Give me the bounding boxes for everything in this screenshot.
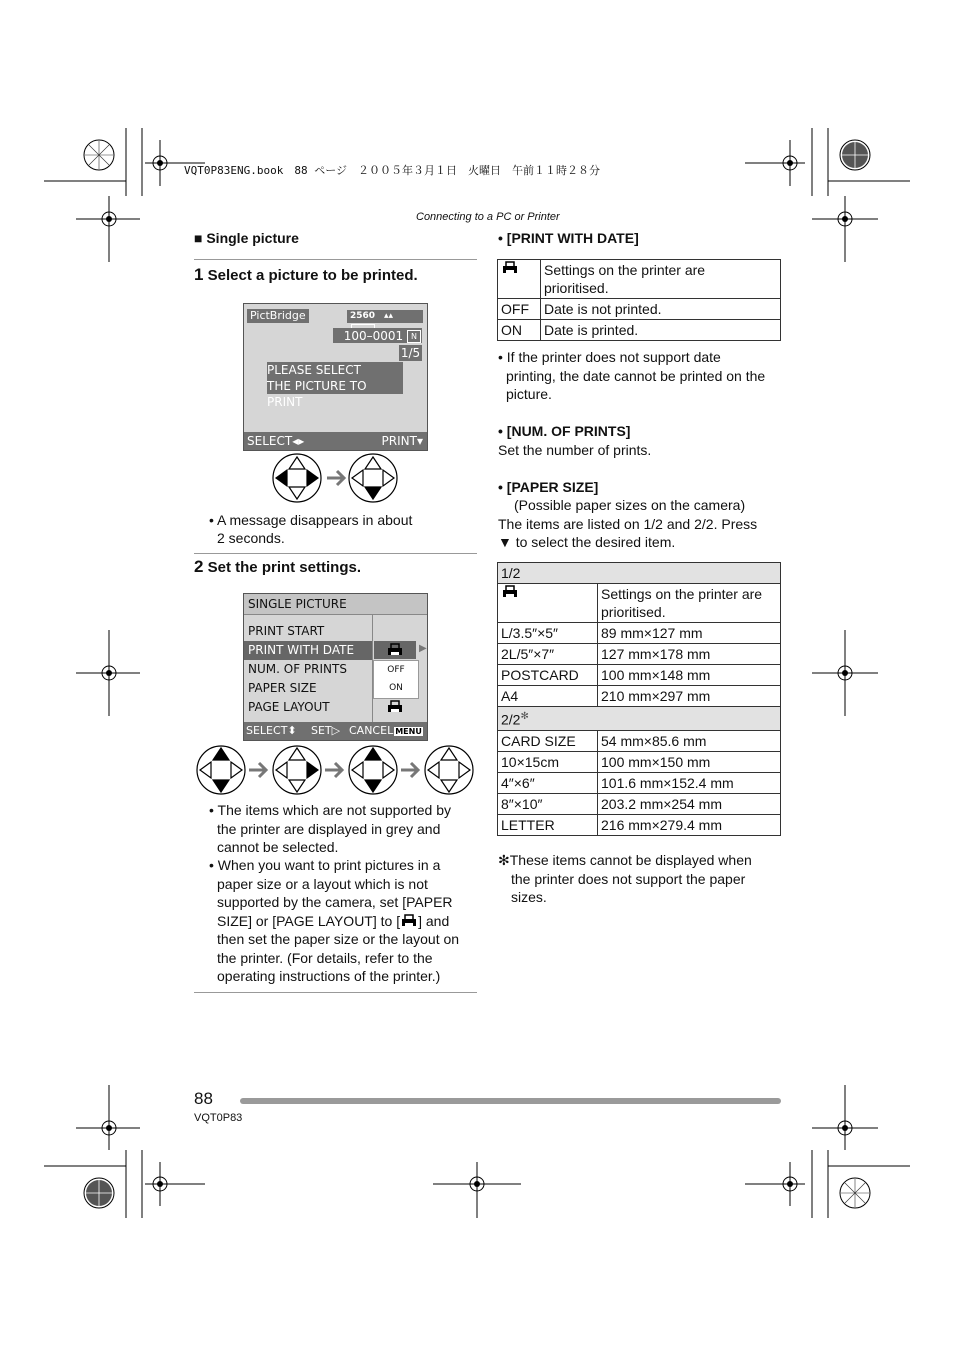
down-arrow-icon: ▾ (416, 434, 423, 448)
table-row: 10×15cm 100 mm×150 mm (498, 751, 781, 772)
screen2-title: SINGLE PICTURE (244, 594, 427, 615)
table-row: OFF Date is not printed. (498, 299, 781, 320)
printer-icon (400, 914, 418, 928)
select-message: PLEASE SELECT THE PICTURE TO PRINT (267, 362, 403, 394)
dpad-left-right-icon (273, 454, 321, 502)
right-arrow-icon: ▷ (331, 724, 341, 737)
asterisk-mark: ✻ (520, 711, 529, 722)
dpad-right-icon (425, 746, 473, 794)
footnote-paper-sizes: ✻These items cannot be displayed when the printer does not support the paper sizes. (498, 852, 752, 905)
note-unsupported-paper: • When you want to print pictures in a paper size or a layout which is not supported by the camera, set [PAPER SIZE] or [PAGE LAYOUT] to [ ] and then set the paper size or the layout on the printer. (For details, refer to the operating instructions of the printer.) (209, 857, 460, 984)
note-message-disappears: • A message disappears in about 2 seconds. (209, 512, 413, 546)
resolution-value: 2560 (350, 311, 376, 321)
pictbridge-label: PictBridge (247, 309, 309, 323)
dpad-up-down-icon (349, 746, 397, 794)
up-down-icon: ⬍ (287, 724, 297, 737)
set-hint: SET (311, 724, 332, 737)
step1 (194, 265, 418, 285)
section-title: Connecting to a PC or Printer (416, 211, 560, 223)
table-row: L/3.5″×5″ 89 mm×127 mm (498, 623, 781, 644)
paper-size-heading: • [PAPER SIZE] (498, 479, 599, 495)
note-date-unsupported: • If the printer does not support date printing, the date cannot be printed on the picture. (498, 349, 766, 402)
dpad-right-icon (273, 746, 321, 794)
page-number: 88 (194, 1089, 213, 1108)
quality-icon: ▴▴ (383, 311, 393, 321)
num-of-prints-heading: • [NUM. OF PRINTS] (498, 423, 631, 439)
divider (194, 553, 477, 554)
step2 (194, 557, 361, 577)
num-of-prints-text: Set the number of prints. (498, 442, 652, 458)
file-number: 100–0001 N (333, 328, 422, 343)
settings-menu (244, 622, 372, 717)
printer-icon (386, 643, 404, 657)
printer-icon (501, 585, 519, 599)
table-row: Settings on the printer are prioritised. (498, 584, 781, 623)
table-row: 8″×10″ 203.2 mm×254 mm (498, 793, 781, 814)
left-right-icon: ◂▸ (292, 434, 305, 448)
menu-icon: MENU (395, 727, 422, 736)
table-row: ON Date is printed. (498, 320, 781, 341)
paper-size-description: (Possible paper sizes on the camera) The items are listed on 1/2 and 2/2. Press ▼ to select the desired item. (498, 497, 758, 550)
print-with-date-heading: • [PRINT WITH DATE] (498, 230, 639, 246)
divider (194, 259, 477, 260)
cancel-hint: CANCEL (349, 724, 394, 737)
table-row: 2L/5″×7″ 127 mm×178 mm (498, 644, 781, 665)
print-hint: PRINT▾ (381, 434, 423, 448)
dpad-sequence-2 (195, 743, 477, 797)
resolution-badge (347, 310, 423, 323)
printer-icon (386, 700, 404, 714)
option-on[interactable]: ON (389, 683, 403, 693)
table-row: 4″×6″ 101.6 mm×152.4 mm (498, 772, 781, 793)
step2-number: 2 (194, 557, 204, 576)
menu-print-start[interactable]: PRINT START (248, 624, 325, 638)
printer-icon (501, 261, 519, 275)
arrow-right-icon (325, 763, 342, 777)
file-header-line: VQT0P83ENG.book 88 ページ ２００５年３月１日 火曜日 午前１１時２８分 (184, 164, 600, 177)
screen1-footer (244, 432, 427, 450)
arrow-right-icon (327, 471, 344, 485)
arrow-right-icon (249, 763, 266, 777)
table-row: CARD SIZE 54 mm×85.6 mm (498, 730, 781, 751)
step1-number: 1 (194, 265, 204, 284)
dpad-up-down-icon (197, 746, 245, 794)
option-off[interactable]: OFF (387, 665, 405, 675)
table-row: POSTCARD 100 mm×148 mm (498, 665, 781, 686)
screen2-footer (244, 722, 427, 740)
camera-screen-print-settings (243, 593, 428, 741)
select-hint: SELECT (246, 724, 288, 737)
footer-bar (240, 1098, 781, 1104)
select-hint: SELECT◂▸ (247, 434, 305, 448)
table-page-row: 2/2✻ (498, 707, 781, 731)
scroll-right-icon: ▶ (419, 643, 427, 654)
table-row: Settings on the printer are prioritised. (498, 260, 781, 299)
picture-count: 1/5 (400, 346, 421, 360)
menu-num-of-prints[interactable]: NUM. OF PRINTS (248, 662, 347, 676)
step1-text: Select a picture to be printed. (207, 267, 418, 284)
menu-print-with-date[interactable]: PRINT WITH DATE (244, 641, 372, 660)
divider (194, 992, 477, 993)
table-row: LETTER 216 mm×279.4 mm (498, 814, 781, 835)
menu-paper-size[interactable]: PAPER SIZE (248, 681, 317, 695)
dpad-sequence-1 (271, 451, 431, 505)
option-dropdown (373, 660, 419, 699)
single-picture-heading: ■ Single picture (194, 230, 299, 246)
camera-screen-select-picture (243, 303, 428, 451)
paper-size-table (497, 562, 781, 836)
step2-text: Set the print settings. (207, 559, 361, 576)
dpad-down-icon (349, 454, 397, 502)
model-code: VQT0P83 (194, 1112, 243, 1124)
note-grey-items: • The items which are not supported by the printer are displayed in grey and cannot be selected. (209, 802, 451, 855)
table-page-row: 1/2 (498, 563, 781, 584)
protect-icon: N (407, 330, 421, 343)
arrow-right-icon (401, 763, 418, 777)
table-row: A4 210 mm×297 mm (498, 686, 781, 707)
menu-page-layout[interactable]: PAGE LAYOUT (248, 700, 330, 714)
print-with-date-table (497, 259, 781, 341)
